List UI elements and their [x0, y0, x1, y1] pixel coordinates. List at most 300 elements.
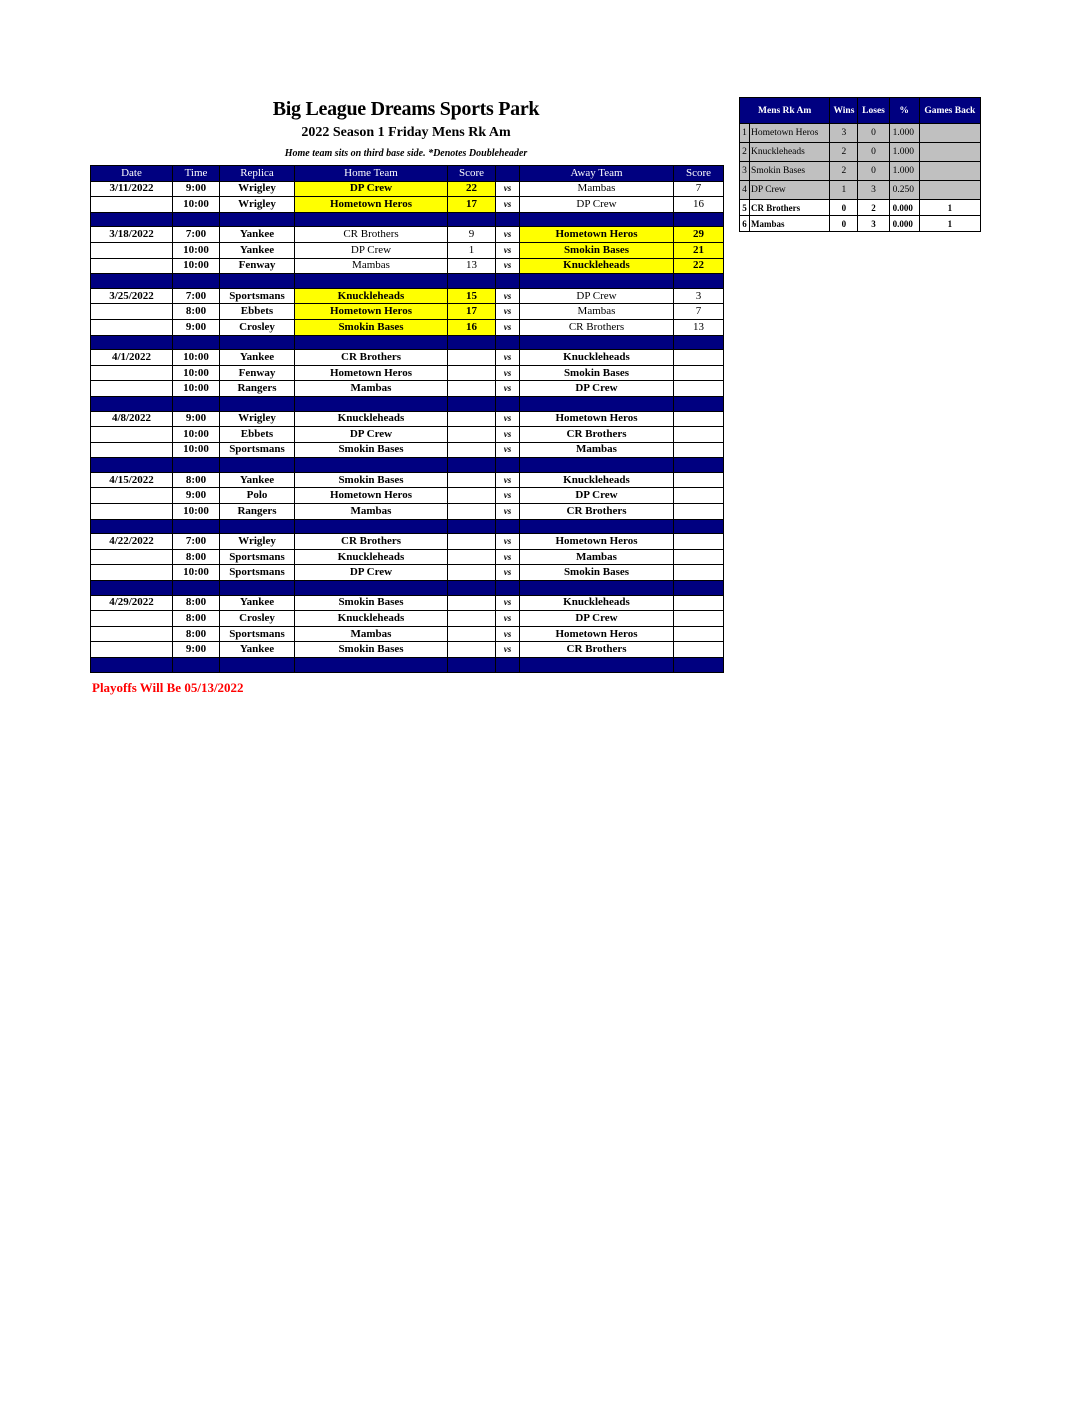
away-score: 7	[674, 181, 724, 197]
away-team: DP Crew	[520, 197, 674, 213]
standings-col-loses: Loses	[858, 98, 889, 124]
home-score	[448, 549, 496, 565]
vs-label: vs	[496, 197, 520, 213]
game-replica: Yankee	[220, 227, 295, 243]
standings-wins: 2	[830, 143, 858, 162]
col-home-score: Score	[448, 166, 496, 182]
standings-rank: 3	[740, 162, 750, 181]
home-team: DP Crew	[295, 181, 448, 197]
home-team: Knuckleheads	[295, 549, 448, 565]
game-time: 10:00	[173, 381, 220, 397]
home-team: Smokin Bases	[295, 642, 448, 658]
home-team: Knuckleheads	[295, 288, 448, 304]
away-team: CR Brothers	[520, 504, 674, 520]
game-row	[91, 642, 724, 658]
separator-cell	[520, 458, 674, 473]
game-row	[91, 304, 724, 320]
game-replica: Yankee	[220, 350, 295, 366]
standings-loses: 3	[858, 216, 889, 232]
away-score: 29	[674, 227, 724, 243]
standings-header-row	[740, 98, 981, 124]
schedule-header-row	[91, 166, 724, 182]
game-replica: Sportsmans	[220, 549, 295, 565]
game-date	[91, 365, 173, 381]
separator-cell	[295, 658, 448, 673]
separator-cell	[496, 274, 520, 289]
separator-cell	[674, 519, 724, 534]
schedule-body	[91, 181, 724, 672]
home-score	[448, 365, 496, 381]
home-score	[448, 442, 496, 458]
game-time: 10:00	[173, 350, 220, 366]
game-replica: Wrigley	[220, 181, 295, 197]
standings-col-games-back: Games Back	[919, 98, 980, 124]
separator-cell	[496, 581, 520, 596]
standings-games-back	[919, 162, 980, 181]
standings-pct: 0.000	[889, 200, 919, 216]
separator-cell	[295, 581, 448, 596]
vs-label: vs	[496, 350, 520, 366]
game-row	[91, 242, 724, 258]
vs-label: vs	[496, 611, 520, 627]
home-score	[448, 611, 496, 627]
game-time: 10:00	[173, 258, 220, 274]
home-score	[448, 626, 496, 642]
separator-cell	[674, 396, 724, 411]
standings-pct: 1.000	[889, 162, 919, 181]
game-replica: Crosley	[220, 611, 295, 627]
col-home-team: Home Team	[295, 166, 448, 182]
vs-label: vs	[496, 242, 520, 258]
game-time: 10:00	[173, 242, 220, 258]
standings-games-back	[919, 143, 980, 162]
game-replica: Yankee	[220, 642, 295, 658]
separator-cell	[520, 519, 674, 534]
separator-cell	[496, 335, 520, 350]
standings-row	[740, 216, 981, 232]
separator-cell	[496, 519, 520, 534]
home-score: 16	[448, 319, 496, 335]
separator-cell	[220, 335, 295, 350]
home-team: Mambas	[295, 504, 448, 520]
vs-label: vs	[496, 472, 520, 488]
separator-cell	[173, 581, 220, 596]
col-away-team: Away Team	[520, 166, 674, 182]
away-score	[674, 381, 724, 397]
vs-label: vs	[496, 549, 520, 565]
standings-wins: 0	[830, 216, 858, 232]
game-replica: Crosley	[220, 319, 295, 335]
home-team: Smokin Bases	[295, 595, 448, 611]
home-team: Hometown Heros	[295, 365, 448, 381]
standings-wins: 2	[830, 162, 858, 181]
standings-team: DP Crew	[750, 181, 830, 200]
separator-cell	[220, 581, 295, 596]
standings-loses: 0	[858, 162, 889, 181]
vs-label: vs	[496, 504, 520, 520]
separator-cell	[173, 212, 220, 227]
away-team: Knuckleheads	[520, 472, 674, 488]
away-team: DP Crew	[520, 381, 674, 397]
away-score	[674, 350, 724, 366]
vs-label: vs	[496, 595, 520, 611]
separator-cell	[91, 274, 173, 289]
separator-cell	[173, 335, 220, 350]
separator-cell	[496, 212, 520, 227]
vs-label: vs	[496, 488, 520, 504]
separator-cell	[674, 458, 724, 473]
standings-table	[739, 97, 981, 232]
separator-cell	[520, 396, 674, 411]
home-score: 22	[448, 181, 496, 197]
home-team: Smokin Bases	[295, 442, 448, 458]
away-score	[674, 642, 724, 658]
separator-cell	[220, 274, 295, 289]
separator-cell	[220, 519, 295, 534]
away-score: 16	[674, 197, 724, 213]
game-time: 8:00	[173, 595, 220, 611]
game-row	[91, 534, 724, 550]
standings-col-pct: %	[889, 98, 919, 124]
away-team: CR Brothers	[520, 319, 674, 335]
game-replica: Fenway	[220, 365, 295, 381]
vs-label: vs	[496, 319, 520, 335]
separator-cell	[91, 519, 173, 534]
game-row	[91, 350, 724, 366]
separator-cell	[496, 458, 520, 473]
col-vs	[496, 166, 520, 182]
standings-pct: 1.000	[889, 124, 919, 143]
standings-row	[740, 162, 981, 181]
game-date	[91, 242, 173, 258]
away-score	[674, 442, 724, 458]
home-score	[448, 642, 496, 658]
game-row	[91, 427, 724, 443]
home-team: DP Crew	[295, 242, 448, 258]
game-time: 7:00	[173, 288, 220, 304]
game-date	[91, 504, 173, 520]
away-score: 13	[674, 319, 724, 335]
game-time: 9:00	[173, 319, 220, 335]
away-team: Hometown Heros	[520, 227, 674, 243]
standings-loses: 3	[858, 181, 889, 200]
vs-label: vs	[496, 411, 520, 427]
game-row	[91, 595, 724, 611]
away-team: Hometown Heros	[520, 534, 674, 550]
game-date	[91, 442, 173, 458]
separator-cell	[91, 335, 173, 350]
separator-cell	[520, 335, 674, 350]
game-replica: Rangers	[220, 504, 295, 520]
vs-label: vs	[496, 534, 520, 550]
separator-cell	[496, 396, 520, 411]
away-score	[674, 427, 724, 443]
away-score	[674, 549, 724, 565]
standings-loses: 2	[858, 200, 889, 216]
game-row	[91, 549, 724, 565]
away-team: Hometown Heros	[520, 411, 674, 427]
game-date	[91, 642, 173, 658]
standings-division: Mens Rk Am	[740, 98, 830, 124]
away-team: Knuckleheads	[520, 350, 674, 366]
separator-cell	[520, 581, 674, 596]
game-replica: Yankee	[220, 472, 295, 488]
home-team: Hometown Heros	[295, 197, 448, 213]
game-replica: Sportsmans	[220, 626, 295, 642]
away-team: Hometown Heros	[520, 626, 674, 642]
standings-team: Smokin Bases	[750, 162, 830, 181]
home-score	[448, 381, 496, 397]
home-team: CR Brothers	[295, 227, 448, 243]
standings-games-back	[919, 181, 980, 200]
standings-pct: 0.250	[889, 181, 919, 200]
standings-rank: 4	[740, 181, 750, 200]
away-score: 21	[674, 242, 724, 258]
home-score	[448, 565, 496, 581]
vs-label: vs	[496, 227, 520, 243]
separator-cell	[91, 458, 173, 473]
week-separator	[91, 658, 724, 673]
game-time: 8:00	[173, 626, 220, 642]
separator-cell	[173, 274, 220, 289]
separator-cell	[295, 458, 448, 473]
game-time: 9:00	[173, 411, 220, 427]
away-score	[674, 611, 724, 627]
away-team: DP Crew	[520, 288, 674, 304]
game-date	[91, 319, 173, 335]
game-time: 10:00	[173, 197, 220, 213]
separator-cell	[295, 274, 448, 289]
week-separator	[91, 274, 724, 289]
away-score	[674, 472, 724, 488]
home-score	[448, 472, 496, 488]
home-team: DP Crew	[295, 565, 448, 581]
game-date	[91, 427, 173, 443]
away-team: Knuckleheads	[520, 595, 674, 611]
standings-team: Knuckleheads	[750, 143, 830, 162]
col-date: Date	[91, 166, 173, 182]
col-replica: Replica	[220, 166, 295, 182]
separator-cell	[520, 658, 674, 673]
col-away-score: Score	[674, 166, 724, 182]
separator-cell	[448, 519, 496, 534]
week-separator	[91, 212, 724, 227]
home-team: Mambas	[295, 381, 448, 397]
separator-cell	[173, 396, 220, 411]
away-score	[674, 365, 724, 381]
standings-row	[740, 124, 981, 143]
away-score: 7	[674, 304, 724, 320]
away-team: CR Brothers	[520, 642, 674, 658]
game-date: 3/25/2022	[91, 288, 173, 304]
game-time: 9:00	[173, 642, 220, 658]
vs-label: vs	[496, 365, 520, 381]
separator-cell	[674, 658, 724, 673]
separator-cell	[173, 519, 220, 534]
game-date: 3/18/2022	[91, 227, 173, 243]
separator-cell	[448, 581, 496, 596]
vs-label: vs	[496, 288, 520, 304]
home-team: Smokin Bases	[295, 319, 448, 335]
separator-cell	[91, 396, 173, 411]
away-score	[674, 411, 724, 427]
game-row	[91, 381, 724, 397]
game-replica: Yankee	[220, 595, 295, 611]
away-team: Knuckleheads	[520, 258, 674, 274]
game-date	[91, 197, 173, 213]
game-time: 10:00	[173, 565, 220, 581]
home-score	[448, 350, 496, 366]
playoffs-note: Playoffs Will Be 05/13/2022	[92, 680, 244, 695]
game-time: 8:00	[173, 549, 220, 565]
separator-cell	[674, 581, 724, 596]
game-replica: Ebbets	[220, 304, 295, 320]
home-score: 15	[448, 288, 496, 304]
standings-rank: 6	[740, 216, 750, 232]
home-score	[448, 534, 496, 550]
away-team: Mambas	[520, 442, 674, 458]
away-team: CR Brothers	[520, 427, 674, 443]
away-score	[674, 488, 724, 504]
separator-cell	[220, 212, 295, 227]
home-score	[448, 595, 496, 611]
separator-cell	[295, 519, 448, 534]
game-time: 8:00	[173, 472, 220, 488]
separator-cell	[295, 335, 448, 350]
vs-label: vs	[496, 427, 520, 443]
away-team: Mambas	[520, 304, 674, 320]
separator-cell	[220, 458, 295, 473]
separator-cell	[448, 458, 496, 473]
game-date	[91, 258, 173, 274]
standings-games-back: 1	[919, 216, 980, 232]
standings-loses: 0	[858, 143, 889, 162]
standings-rank: 1	[740, 124, 750, 143]
game-time: 10:00	[173, 442, 220, 458]
page-title: Big League Dreams Sports Park	[272, 98, 540, 120]
vs-label: vs	[496, 565, 520, 581]
game-date	[91, 304, 173, 320]
game-time: 9:00	[173, 488, 220, 504]
standings-loses: 0	[858, 124, 889, 143]
home-team: Knuckleheads	[295, 611, 448, 627]
separator-cell	[91, 581, 173, 596]
home-score: 17	[448, 197, 496, 213]
away-team: Smokin Bases	[520, 365, 674, 381]
separator-cell	[496, 658, 520, 673]
week-separator	[91, 458, 724, 473]
away-score	[674, 626, 724, 642]
game-row	[91, 227, 724, 243]
home-score	[448, 411, 496, 427]
week-separator	[91, 396, 724, 411]
game-date: 4/22/2022	[91, 534, 173, 550]
game-date	[91, 626, 173, 642]
game-replica: Wrigley	[220, 534, 295, 550]
game-row	[91, 258, 724, 274]
game-time: 7:00	[173, 227, 220, 243]
game-time: 10:00	[173, 365, 220, 381]
separator-cell	[520, 274, 674, 289]
game-time: 7:00	[173, 534, 220, 550]
away-score	[674, 534, 724, 550]
game-replica: Wrigley	[220, 411, 295, 427]
game-date	[91, 565, 173, 581]
game-row	[91, 504, 724, 520]
home-score	[448, 427, 496, 443]
vs-label: vs	[496, 304, 520, 320]
away-team: DP Crew	[520, 488, 674, 504]
game-time: 9:00	[173, 181, 220, 197]
standings-team: CR Brothers	[750, 200, 830, 216]
game-row	[91, 626, 724, 642]
away-team: Smokin Bases	[520, 565, 674, 581]
away-team: Mambas	[520, 181, 674, 197]
standings-rank: 2	[740, 143, 750, 162]
vs-label: vs	[496, 642, 520, 658]
away-score	[674, 565, 724, 581]
game-replica: Polo	[220, 488, 295, 504]
separator-cell	[173, 458, 220, 473]
game-replica: Rangers	[220, 381, 295, 397]
home-score	[448, 488, 496, 504]
separator-cell	[220, 396, 295, 411]
game-date	[91, 611, 173, 627]
separator-cell	[173, 658, 220, 673]
game-date: 4/1/2022	[91, 350, 173, 366]
home-team: Mambas	[295, 626, 448, 642]
game-row	[91, 288, 724, 304]
game-date: 3/11/2022	[91, 181, 173, 197]
home-team: Knuckleheads	[295, 411, 448, 427]
away-team: DP Crew	[520, 611, 674, 627]
away-score	[674, 504, 724, 520]
separator-cell	[448, 274, 496, 289]
standings-pct: 1.000	[889, 143, 919, 162]
standings-col-wins: Wins	[830, 98, 858, 124]
game-replica: Fenway	[220, 258, 295, 274]
separator-cell	[448, 396, 496, 411]
standings-row	[740, 200, 981, 216]
game-row	[91, 365, 724, 381]
home-team: Hometown Heros	[295, 488, 448, 504]
game-date	[91, 549, 173, 565]
game-row	[91, 488, 724, 504]
home-score: 1	[448, 242, 496, 258]
standings-pct: 0.000	[889, 216, 919, 232]
game-row	[91, 411, 724, 427]
standings-team: Mambas	[750, 216, 830, 232]
standings-row	[740, 143, 981, 162]
separator-cell	[520, 212, 674, 227]
standings-wins: 3	[830, 124, 858, 143]
game-row	[91, 472, 724, 488]
home-team: Mambas	[295, 258, 448, 274]
game-replica: Wrigley	[220, 197, 295, 213]
page-subtitle: 2022 Season 1 Friday Mens Rk Am	[301, 125, 511, 140]
away-score	[674, 595, 724, 611]
game-replica: Sportsmans	[220, 288, 295, 304]
week-separator	[91, 519, 724, 534]
col-time: Time	[173, 166, 220, 182]
standings-games-back	[919, 124, 980, 143]
separator-cell	[91, 212, 173, 227]
game-time: 10:00	[173, 504, 220, 520]
home-team-note: Home team sits on third base side. *Denotes Doubleheader	[284, 148, 528, 159]
home-team: CR Brothers	[295, 534, 448, 550]
vs-label: vs	[496, 181, 520, 197]
separator-cell	[674, 335, 724, 350]
